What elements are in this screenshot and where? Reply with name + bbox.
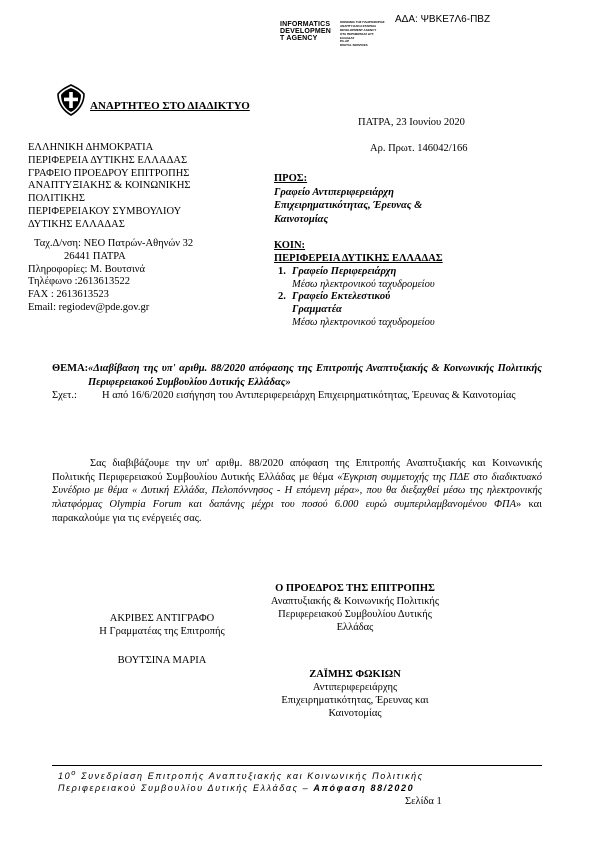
secretary-name: ΒΟΥΤΣΙΝΑ ΜΑΡΙΑ — [117, 655, 207, 666]
cc-delivery-method: Μέσω ηλεκτρονικού ταχυδρομείου — [292, 278, 435, 290]
true-copy-block — [72, 612, 252, 638]
cc-recipient-name: Γραφείο Εκτελεστικού — [292, 291, 391, 303]
sender-line: ΕΛΛΗΝΙΚΗ ΔΗΜΟΚΡΑΤΙΑ — [28, 142, 154, 153]
agency-logo-text — [280, 21, 331, 42]
logo-small-line: ΑΝΑΠΤΥΞΙΑΚΗ ΕΤΑΙΡΕΙΑ — [340, 23, 377, 28]
list-number: 1. — [278, 266, 286, 278]
signature-line: Επιχειρηματικότητας, Έρευνας και — [281, 695, 429, 707]
president-signature-block — [240, 582, 470, 635]
body-text-part: » και παρακαλούμε για τις ενέργειές σας. — [52, 498, 542, 524]
page-number: Σελίδα 1 — [405, 796, 442, 807]
sender-line: ΓΡΑΦΕΙΟ ΠΡΟΕΔΡΟΥ ΕΠΙΤΡΟΠΗΣ — [28, 167, 190, 179]
document-date: ΠΑΤΡΑ, 23 Ιουνίου 2020 — [358, 117, 465, 128]
fax-number: FAX : 2613613523 — [28, 289, 109, 301]
logo-small-line: PA-AP — [340, 39, 350, 44]
cc-recipient-name: Γραφείο Περιφερειάρχη — [292, 266, 397, 278]
footer-line-1 — [58, 768, 538, 783]
sender-line: ΠΕΡΙΦΕΡΕΙΑΚΟΥ ΣΥΜΒΟΥΛΙΟΥ — [28, 205, 182, 217]
recipient-line: Επιχειρηματικότητας, Έρευνας & — [274, 200, 423, 212]
subject-text: «Διαβίβαση της υπ' αριθμ. 88/2020 απόφασης της Επιτροπής Αναπτυξιακής & Κοινωνικής Πολιτικής Περιφερειακού Συμβουλίου Δυτικής Ελλάδας» — [88, 363, 542, 388]
sender-line: ΑΝΑΠΤΥΞΙΑΚΗΣ & ΚΟΙΝΩΝΙΚΗΣ — [28, 180, 191, 192]
email-address: Email: regiodev@pde.gov.gr — [28, 301, 150, 313]
session-number: 10 — [58, 771, 72, 781]
to-label: ΠΡΟΣ: — [274, 173, 308, 184]
session-text: Συνεδρίαση Επιτροπής Αναπτυξιακής και Κοινωνικής Πολιτικής — [77, 771, 424, 781]
logo-small-line: DIGITAL SERVICES — [340, 43, 368, 48]
street-address: Ταχ.Δ/νση: ΝΕΟ Πατρών-Αθηνών 32 — [34, 238, 194, 249]
related-label: Σχετ.: — [52, 390, 77, 402]
address-block — [28, 238, 193, 315]
council-text: Περιφερειακού Συμβουλίου Δυτικής Ελλάδας – — [58, 782, 314, 793]
phone-number: Τηλέφωνο :2613613522 — [28, 276, 131, 288]
logo-line: INFORMATICS — [280, 21, 331, 28]
sender-line: ΠΟΛΙΤΙΚΗΣ — [28, 193, 85, 205]
cc-label: ΚΟΙΝ: — [274, 240, 306, 251]
subject-block — [52, 362, 542, 403]
ordinal-suffix: ο — [71, 768, 77, 777]
greek-emblem-icon — [55, 84, 87, 116]
sender-line: ΔΥΤΙΚΗΣ ΕΛΛΑΔΑΣ — [28, 218, 125, 230]
logo-small-line: DEVELOPMENT AGENCY — [340, 27, 377, 32]
logo-line: DEVELOPMEN — [280, 28, 332, 35]
logo-small-line: ΕΛΛΑΔΑΣ — [340, 35, 355, 40]
related-text: Η από 16/6/2020 εισήγηση του Αντιπεριφερειάρχη Επιχειρηματικότητας, Έρευνας & Καινοτομίας — [102, 390, 516, 402]
signature-name: ΖΑΪΜΗΣ ΦΩΚΙΩΝ — [309, 669, 401, 680]
subject-row — [52, 362, 542, 389]
copy-line: ΑΚΡΙΒΕΣ ΑΝΤΙΓΡΑΦΟ — [109, 613, 215, 624]
signature-title: Ο ΠΡΟΕΔΡΟΣ ΤΗΣ ΕΠΙΤΡΟΠΗΣ — [275, 583, 435, 594]
protocol-number: Αρ. Πρωτ. 146042/166 — [370, 143, 468, 154]
list-number: 2. — [278, 291, 286, 303]
footer-line-2 — [58, 783, 538, 795]
footer-divider — [52, 765, 542, 766]
signature-line: Περιφερειακού Συμβουλίου Δυτικής — [278, 609, 432, 621]
recipient-line: Γραφείο Αντιπεριφερειάρχη — [274, 186, 394, 198]
body-paragraph — [52, 457, 542, 525]
signature-line: Αντιπεριφερειάρχης — [312, 682, 398, 694]
body-text-italic: Έγκριση συμμετοχής της ΠΔΕ στο διαδικτυακό Συνέδριο με θέμα « Δυτική Ελλάδα, Πελοπόννησος - Η επόμενη μέρα», που θα διεξαχθεί μέσω της ηλεκτρονικής πλατφόρμας Olympia Forum και δαπάνης μέχρι του ποσού 6.000 ευρώ συμπεριλαμβανομένου ΦΠΑ — [52, 471, 542, 510]
recipient-block — [274, 172, 422, 227]
body-text-part: Σας διαβιβάζουμε την υπ' αριθμ. 88/2020 απόφαση της Επιτροπής Αναπτυξιακής και Κοινωνικής Πολιτικής Περιφερειακού Συμβουλίου Δυτικής Ελλάδας με θέμα « — [52, 458, 542, 483]
related-row — [52, 389, 542, 403]
list-item — [274, 266, 443, 291]
subject-label: ΘΕΜΑ: — [52, 363, 89, 374]
posted-online-label: ΑΝΑΡΤΗΤΕΟ ΣΤΟ ΔΙΑΔΙΚΤΥΟ — [90, 100, 250, 112]
list-item — [274, 291, 443, 329]
vice-governor-signature-block — [240, 668, 470, 721]
cc-organization: ΠΕΡΙΦΕΡΕΙΑ ΔΥΤΙΚΗΣ ΕΛΛΑΔΑΣ — [274, 252, 443, 264]
cc-delivery-method: Μέσω ηλεκτρονικού ταχυδρομείου — [292, 316, 435, 328]
agency-logo-small-text — [340, 21, 385, 48]
footer — [58, 768, 538, 794]
logo-small-line: ΚΟΙΝΩΝΙΑ ΤΗΣ ΠΛΗΡΟΦΟΡΙΑΣ — [340, 20, 385, 24]
postcode-city: 26441 ΠΑΤΡΑ — [64, 250, 126, 262]
sender-line: ΠΕΡΙΦΕΡΕΙΑ ΔΥΤΙΚΗΣ ΕΛΛΑΔΑΣ — [28, 154, 188, 166]
cc-recipient-name: Γραμματέα — [292, 303, 342, 315]
sender-block — [28, 142, 191, 232]
cc-block — [274, 240, 443, 329]
decision-number: Απόφαση 88/2020 — [313, 782, 415, 793]
ada-code: ΑΔΑ: ΨΒΚΕ7Λ6-ΠΒΖ — [395, 14, 491, 25]
copy-line: Η Γραμματέας της Επιτροπής — [99, 626, 225, 638]
signature-line: Καινοτομίας — [328, 708, 382, 720]
logo-line: T AGENCY — [280, 35, 318, 42]
recipient-line: Καινοτομίας — [274, 213, 329, 225]
cc-list — [274, 266, 443, 329]
signature-line: Αναπτυξιακής & Κοινωνικής Πολιτικής — [270, 596, 440, 608]
signature-line: Ελλάδας — [336, 622, 374, 634]
info-contact: Πληροφορίες: Μ. Βουτσινά — [28, 263, 146, 275]
logo-small-line: ΟΤΑ ΠΕΡΙΦΕΡΕΙΑΣ ΔΥΤ. — [340, 31, 375, 36]
